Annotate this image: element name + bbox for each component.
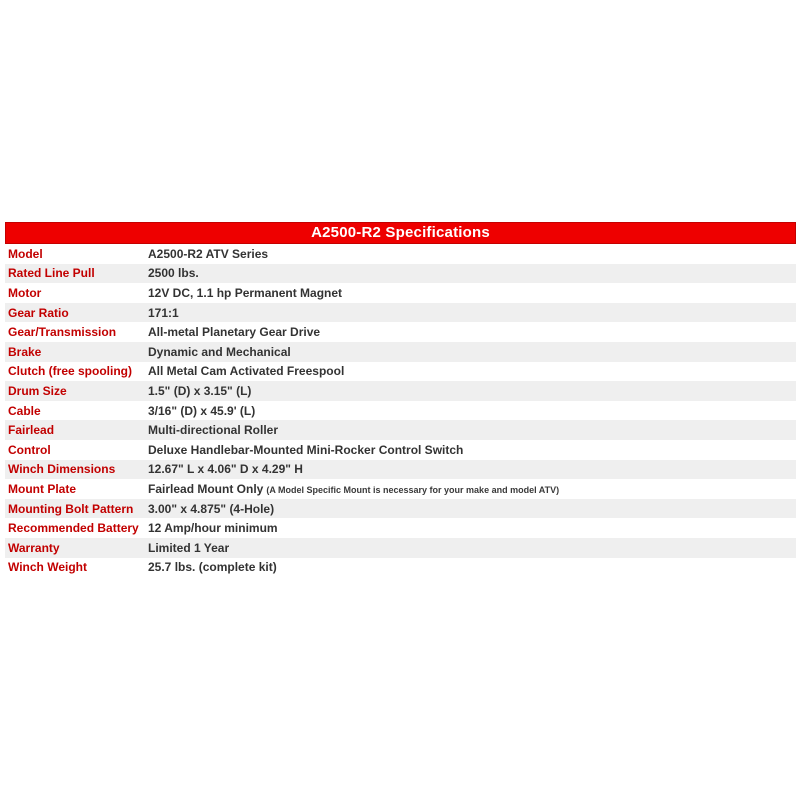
spec-value-text: 3.00" x 4.875" (4-Hole)	[148, 501, 275, 516]
spec-note: (A Model Specific Mount is necessary for your make and model ATV)	[266, 484, 560, 495]
spec-label: Warranty	[8, 540, 60, 555]
spec-row	[5, 244, 796, 264]
spec-label: Gear/Transmission	[8, 325, 117, 340]
spec-value-text: 12.67" L x 4.06" D x 4.29" H	[148, 462, 303, 477]
spec-row	[5, 479, 796, 499]
spec-label: Recommended Battery	[8, 521, 139, 536]
spec-row	[5, 518, 796, 538]
spec-value	[148, 384, 796, 398]
spec-label: Winch Weight	[8, 560, 87, 575]
specifications-table	[5, 222, 796, 577]
spec-value-text: 12V DC, 1.1 hp Permanent Magnet	[148, 285, 343, 300]
spec-row	[5, 322, 796, 342]
spec-label: Cable	[8, 403, 41, 418]
table-title: A2500-R2 Specifications	[5, 222, 796, 244]
spec-value	[148, 364, 796, 378]
spec-label: Rated Line Pull	[8, 266, 95, 281]
spec-value-text: 3/16" (D) x 45.9' (L)	[148, 403, 256, 418]
spec-row	[5, 283, 796, 303]
spec-value-text: Fairlead Mount Only	[148, 481, 264, 496]
spec-value-text: Deluxe Handlebar-Mounted Mini-Rocker Control Switch	[148, 442, 464, 457]
spec-label: Control	[8, 442, 51, 457]
spec-row	[5, 499, 796, 519]
spec-value-text: All Metal Cam Activated Freespool	[148, 364, 345, 379]
spec-value	[148, 482, 796, 496]
spec-label: Model	[8, 246, 43, 261]
spec-row	[5, 303, 796, 323]
spec-row	[5, 342, 796, 362]
spec-value	[148, 404, 796, 418]
spec-label: Gear Ratio	[8, 305, 69, 320]
spec-value	[148, 462, 796, 476]
spec-label: Drum Size	[8, 383, 67, 398]
spec-value-text: 25.7 lbs. (complete kit)	[148, 560, 277, 575]
spec-row	[5, 558, 796, 578]
spec-label: Mounting Bolt Pattern	[8, 501, 134, 516]
spec-label: Motor	[8, 285, 42, 300]
table-body	[5, 244, 796, 577]
spec-label: Clutch (free spooling)	[8, 364, 132, 379]
spec-value-text: All-metal Planetary Gear Drive	[148, 325, 321, 340]
spec-value	[148, 286, 796, 300]
spec-row	[5, 264, 796, 284]
spec-value	[148, 560, 796, 574]
spec-row	[5, 362, 796, 382]
spec-label: Mount Plate	[8, 481, 76, 496]
spec-value-text: Multi-directional Roller	[148, 423, 279, 438]
spec-row	[5, 538, 796, 558]
spec-label: Winch Dimensions	[8, 462, 116, 477]
spec-value	[148, 443, 796, 457]
spec-value	[148, 247, 796, 261]
spec-value-text: 2500 lbs.	[148, 266, 199, 281]
spec-value	[148, 266, 796, 280]
spec-label: Brake	[8, 344, 42, 359]
spec-value	[148, 345, 796, 359]
spec-row	[5, 460, 796, 480]
spec-value-text: Limited 1 Year	[148, 540, 230, 555]
spec-value-text: 12 Amp/hour minimum	[148, 521, 278, 536]
spec-value	[148, 502, 796, 516]
spec-value-text: 171:1	[148, 305, 179, 320]
spec-value-text: A2500-R2 ATV Series	[148, 246, 269, 261]
spec-value	[148, 541, 796, 555]
spec-row	[5, 420, 796, 440]
spec-row	[5, 401, 796, 421]
spec-value	[148, 306, 796, 320]
spec-value	[148, 423, 796, 437]
spec-row	[5, 381, 796, 401]
spec-value-text: 1.5" (D) x 3.15" (L)	[148, 383, 252, 398]
spec-value	[148, 521, 796, 535]
spec-label: Fairlead	[8, 423, 55, 438]
spec-row	[5, 440, 796, 460]
spec-value-text: Dynamic and Mechanical	[148, 344, 291, 359]
spec-value	[148, 325, 796, 339]
